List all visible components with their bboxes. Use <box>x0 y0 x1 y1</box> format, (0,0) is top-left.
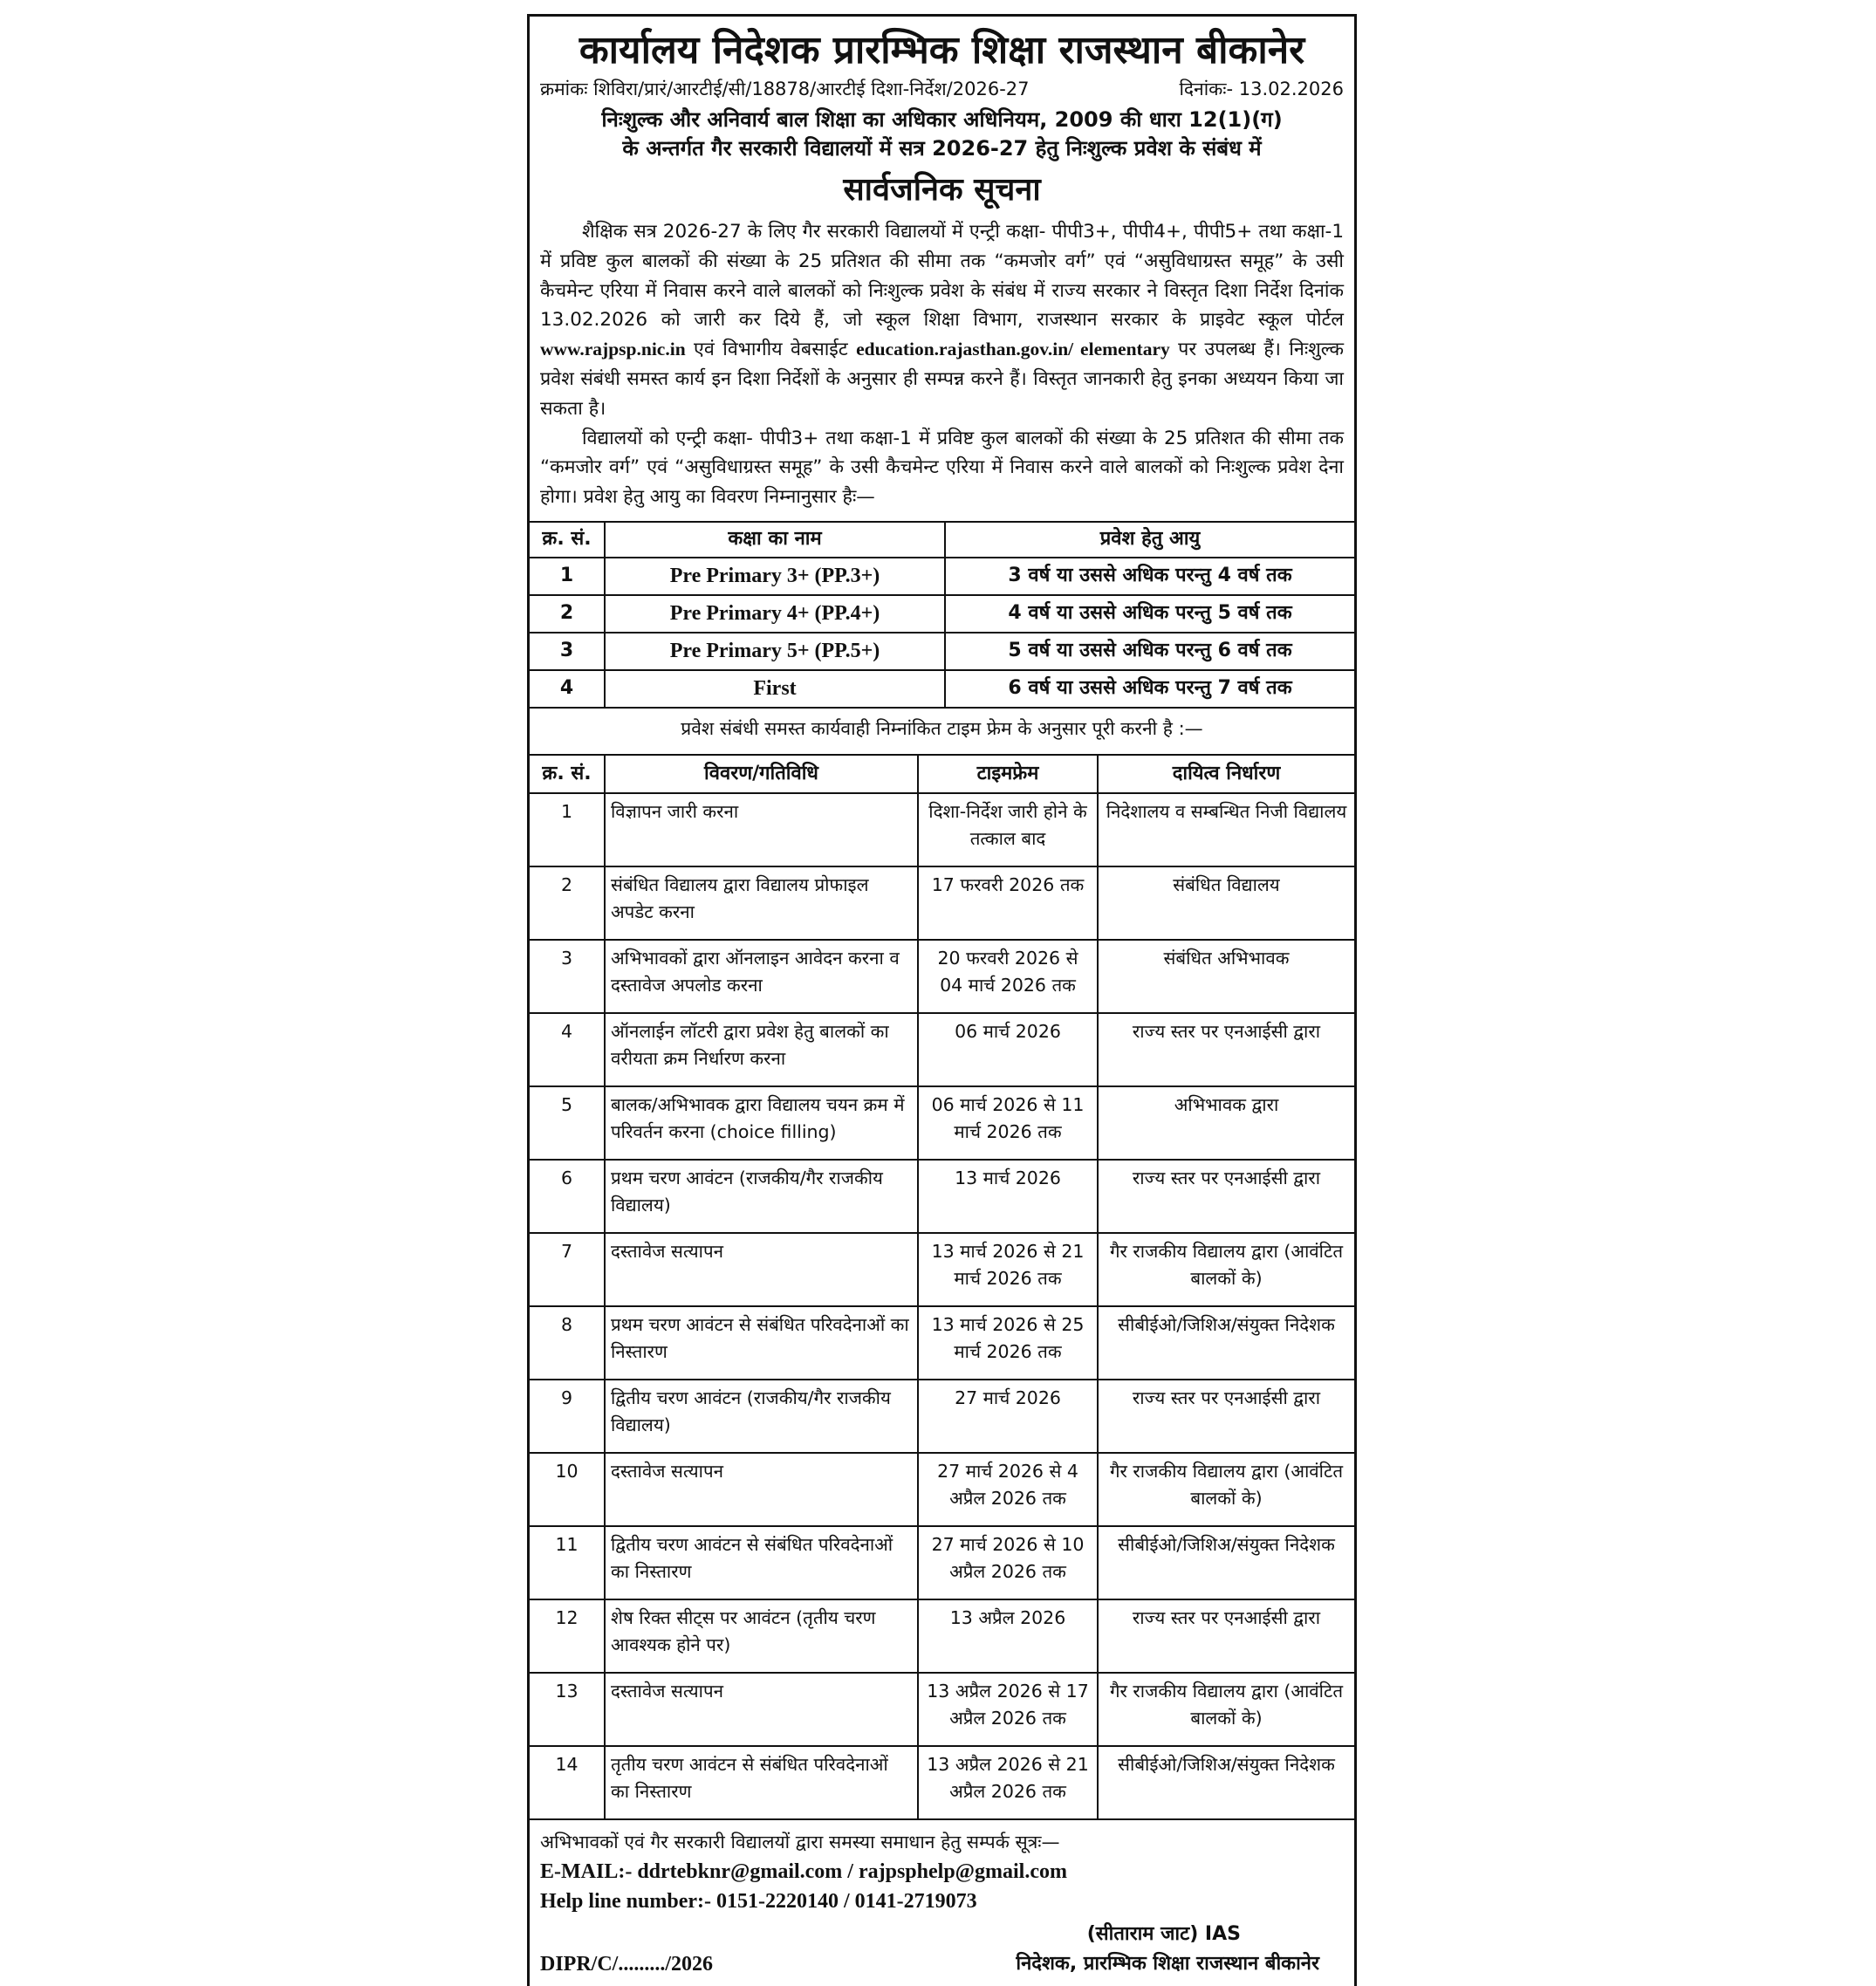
responsibility-cell: अभिभावक द्वारा <box>1098 1086 1354 1160</box>
responsibility-cell: राज्य स्तर पर एनआईसी द्वारा <box>1098 1013 1354 1086</box>
subject-line-1: निःशुल्क और अनिवार्य बाल शिक्षा का अधिकार अधिनियम, 2009 की धारा 12(1)(ग) <box>601 107 1283 132</box>
serial-cell: 8 <box>530 1306 605 1380</box>
responsibility-cell: गैर राजकीय विद्यालय द्वारा (आवंटित बालकों के) <box>1098 1673 1354 1746</box>
column-header: कक्षा का नाम <box>605 522 945 558</box>
notice-heading: सार्वजनिक सूचना <box>843 172 1041 208</box>
activity-cell: दस्तावेज सत्यापन <box>605 1673 918 1746</box>
serial-cell: 10 <box>530 1453 605 1526</box>
serial-cell: 9 <box>530 1380 605 1453</box>
class-name-cell: Pre Primary 3+ (PP.3+) <box>605 558 945 595</box>
activity-cell: ऑनलाईन लॉटरी द्वारा प्रवेश हेतु बालकों का वरीयता क्रम निर्धारण करना <box>605 1013 918 1086</box>
paragraph-2: विद्यालयों को एन्ट्री कक्षा- पीपी3+ तथा कक्षा-1 में प्रविष्ट कुल बालकों की संख्या के 25 प्रतिशत की सीमा तक “कमजोर वर्ग” एवं “असुविधाग्रस्त समूह” के उसी कैचमेन्ट एरिया में निवास करने वाले बालकों को निःशुल्क प्रवेश देना होगा। प्रवेश हेतु आयु का विवरण निम्नानुसार हैः— <box>540 427 1344 509</box>
activity-cell: प्रथम चरण आवंटन से संबंधित परिवदेनाओं का निस्तारण <box>605 1306 918 1380</box>
responsibility-cell: गैर राजकीय विद्यालय द्वारा (आवंटित बालकों के) <box>1098 1233 1354 1306</box>
timeframe-cell: 13 मार्च 2026 <box>918 1160 1098 1233</box>
responsibility-cell: राज्य स्तर पर एनआईसी द्वारा <box>1098 1160 1354 1233</box>
reference-number: क्रमांकः शिविरा/प्रारं/आरटीई/सी/18878/आरटीई दिशा-निर्देश/2026-27 <box>540 79 1030 99</box>
subject-line-2: के अन्तर्गत गैर सरकारी विद्यालयों में सत्र 2026-27 हेतु निःशुल्क प्रवेश के संबंध में <box>622 136 1262 161</box>
serial-cell: 7 <box>530 1233 605 1306</box>
activity-cell: दस्तावेज सत्यापन <box>605 1453 918 1526</box>
table-row <box>530 1526 1354 1599</box>
table-row <box>530 940 1354 1013</box>
age-cell: 5 वर्ष या उससे अधिक परन्तु 6 वर्ष तक <box>945 633 1354 670</box>
serial-cell: 2 <box>530 595 605 633</box>
responsibility-cell: राज्य स्तर पर एनआईसी द्वारा <box>1098 1380 1354 1453</box>
public-notice <box>527 14 1357 1986</box>
serial-cell: 3 <box>530 940 605 1013</box>
activity-cell: तृतीय चरण आवंटन से संबंधित परिवदेनाओं का निस्तारण <box>605 1746 918 1819</box>
age-table <box>530 521 1354 709</box>
timeframe-cell: 13 अप्रैल 2026 से 21 अप्रैल 2026 तक <box>918 1746 1098 1819</box>
age-cell: 3 वर्ष या उससे अधिक परन्तु 4 वर्ष तक <box>945 558 1354 595</box>
responsibility-cell: सीबीईओ/जिशिअ/संयुक्त निदेशक <box>1098 1306 1354 1380</box>
notice-date: दिनांकः- 13.02.2026 <box>1179 79 1344 99</box>
signatory-designation: निदेशक, प्रारम्भिक शिक्षा राजस्थान बीकानेर <box>1016 1952 1319 1975</box>
table-row <box>530 793 1354 866</box>
serial-cell: 11 <box>530 1526 605 1599</box>
serial-cell: 13 <box>530 1673 605 1746</box>
paragraph-1: शैक्षिक सत्र 2026-27 के लिए गैर सरकारी विद्यालयों में एन्ट्री कक्षा- पीपी3+, पीपी4+, पीपी5+ तथा कक्षा-1 में प्रविष्ट कुल बालकों की संख्या के 25 प्रतिशत की सीमा तक “कमजोर वर्ग” एवं “असुविधाग्रस्त समूह” के उसी कैचमेन्ट एरिया में निवास करने वाले बालकों को निःशुल्क प्रवेश के संबंध में राज्य सरकार ने विस्तृत दिशा निर्देश दिनांक 13.02.2026 को जारी कर दिये हैं, जो स्कूल शिक्षा विभाग, राजस्थान सरकार के प्राइवेट स्कूल पोर्टल www.rajpsp.nic.in एवं विभागीय वेबसाईट education.rajasthan.gov.in/ elementary पर उपलब्ध हैं। निःशुल्क प्रवेश संबंधी समस्त कार्य इन दिशा निर्देशों के अनुसार ही सम्पन्न करने हैं। विस्तृत जानकारी हेतु इनका अध्ययन किया जा सकता है। <box>540 221 1344 420</box>
age-cell: 4 वर्ष या उससे अधिक परन्तु 5 वर्ष तक <box>945 595 1354 633</box>
serial-cell: 6 <box>530 1160 605 1233</box>
table-row <box>530 1306 1354 1380</box>
column-header: क्र. सं. <box>530 522 605 558</box>
table-row <box>530 558 1354 595</box>
activity-cell: बालक/अभिभावक द्वारा विद्यालय चयन क्रम में परिवर्तन करना (choice filling) <box>605 1086 918 1160</box>
class-name-cell: Pre Primary 4+ (PP.4+) <box>605 595 945 633</box>
timeline-table <box>530 754 1354 1820</box>
serial-cell: 4 <box>530 1013 605 1086</box>
serial-cell: 12 <box>530 1599 605 1673</box>
table-row <box>530 1453 1354 1526</box>
table-row <box>530 1086 1354 1160</box>
timeframe-cell: 27 मार्च 2026 <box>918 1380 1098 1453</box>
activity-cell: दस्तावेज सत्यापन <box>605 1233 918 1306</box>
column-header: टाइमफ्रेम <box>918 755 1098 793</box>
table-row <box>530 1013 1354 1086</box>
table-row <box>530 633 1354 670</box>
portal-link[interactable]: www.rajpsp.nic.in <box>540 339 686 360</box>
activity-cell: प्रथम चरण आवंटन (राजकीय/गैर राजकीय विद्यालय) <box>605 1160 918 1233</box>
contact-section <box>530 1820 1354 1916</box>
activity-cell: अभिभावकों द्वारा ऑनलाइन आवेदन करना व दस्तावेज अपलोड करना <box>605 940 918 1013</box>
table-row <box>530 595 1354 633</box>
timeframe-cell: 17 फरवरी 2026 तक <box>918 866 1098 940</box>
activity-cell: शेष रिक्त सीट्स पर आवंटन (तृतीय चरण आवश्यक होने पर) <box>605 1599 918 1673</box>
table-row <box>530 1380 1354 1453</box>
table-row <box>530 1673 1354 1746</box>
timeframe-cell: 27 मार्च 2026 से 4 अप्रैल 2026 तक <box>918 1453 1098 1526</box>
responsibility-cell: सीबीईओ/जिशिअ/संयुक्त निदेशक <box>1098 1526 1354 1599</box>
activity-cell: विज्ञापन जारी करना <box>605 793 918 866</box>
responsibility-cell: गैर राजकीय विद्यालय द्वारा (आवंटित बालकों के) <box>1098 1453 1354 1526</box>
age-cell: 6 वर्ष या उससे अधिक परन्तु 7 वर्ष तक <box>945 670 1354 708</box>
serial-cell: 5 <box>530 1086 605 1160</box>
signature-block <box>1016 1920 1344 1979</box>
dipr-number: DIPR/C/........./2026 <box>540 1952 713 1976</box>
timeframe-cell: 13 अप्रैल 2026 <box>918 1599 1098 1673</box>
serial-cell: 14 <box>530 1746 605 1819</box>
table-row <box>530 866 1354 940</box>
website-link[interactable]: education.rajasthan.gov.in/ elementary <box>856 339 1170 360</box>
timeframe-cell: 20 फरवरी 2026 से 04 मार्च 2026 तक <box>918 940 1098 1013</box>
office-title: कार्यालय निदेशक प्रारम्भिक शिक्षा राजस्थान बीकानेर <box>579 28 1305 72</box>
serial-cell: 2 <box>530 866 605 940</box>
timeframe-cell: 06 मार्च 2026 <box>918 1013 1098 1086</box>
serial-cell: 1 <box>530 558 605 595</box>
responsibility-cell: संबंधित अभिभावक <box>1098 940 1354 1013</box>
table-row <box>530 1233 1354 1306</box>
signature-row <box>530 1916 1354 1986</box>
timeframe-cell: 27 मार्च 2026 से 10 अप्रैल 2026 तक <box>918 1526 1098 1599</box>
activity-cell: द्वितीय चरण आवंटन (राजकीय/गैर राजकीय विद्यालय) <box>605 1380 918 1453</box>
activity-cell: संबंधित विद्यालय द्वारा विद्यालय प्रोफाइल अपडेट करना <box>605 866 918 940</box>
responsibility-cell: संबंधित विद्यालय <box>1098 866 1354 940</box>
activity-cell: द्वितीय चरण आवंटन से संबंधित परिवदेनाओं का निस्तारण <box>605 1526 918 1599</box>
timeframe-cell: 13 अप्रैल 2026 से 17 अप्रैल 2026 तक <box>918 1673 1098 1746</box>
responsibility-cell: निदेशालय व सम्बन्धित निजी विद्यालय <box>1098 793 1354 866</box>
reference-line <box>530 76 1354 102</box>
timeframe-cell: दिशा-निर्देश जारी होने के तत्काल बाद <box>918 793 1098 866</box>
column-header: विवरण/गतिविधि <box>605 755 918 793</box>
class-name-cell: Pre Primary 5+ (PP.5+) <box>605 633 945 670</box>
column-header: प्रवेश हेतु आयु <box>945 522 1354 558</box>
table-row <box>530 1160 1354 1233</box>
notice-body <box>530 217 1354 521</box>
class-name-cell: First <box>605 670 945 708</box>
timeframe-cell: 06 मार्च 2026 से 11 मार्च 2026 तक <box>918 1086 1098 1160</box>
timeframe-cell: 13 मार्च 2026 से 21 मार्च 2026 तक <box>918 1233 1098 1306</box>
serial-cell: 1 <box>530 793 605 866</box>
timeline-intro: प्रवेश संबंधी समस्त कार्यवाही निम्नांकित टाइम फ्रेम के अनुसार पूरी करनी है :— <box>681 717 1203 739</box>
table-row <box>530 1746 1354 1819</box>
table-row <box>530 1599 1354 1673</box>
responsibility-cell: राज्य स्तर पर एनआईसी द्वारा <box>1098 1599 1354 1673</box>
serial-cell: 4 <box>530 670 605 708</box>
signatory-name: (सीताराम जाट) IAS <box>1086 1922 1241 1945</box>
serial-cell: 3 <box>530 633 605 670</box>
table-row <box>530 670 1354 708</box>
column-header: क्र. सं. <box>530 755 605 793</box>
column-header: दायित्व निर्धारण <box>1098 755 1354 793</box>
contact-intro: अभिभावकों एवं गैर सरकारी विद्यालयों द्वारा समस्या समाधान हेतु सम्पर्क सूत्रः— <box>540 1831 1060 1852</box>
helpline-numbers: Help line number:- 0151-2220140 / 0141-2719073 <box>540 1889 977 1913</box>
responsibility-cell: सीबीईओ/जिशिअ/संयुक्त निदेशक <box>1098 1746 1354 1819</box>
timeframe-cell: 13 मार्च 2026 से 25 मार्च 2026 तक <box>918 1306 1098 1380</box>
email-contacts: E-MAIL:- ddrtebknr@gmail.com / rajpsphelp@gmail.com <box>540 1859 1067 1883</box>
